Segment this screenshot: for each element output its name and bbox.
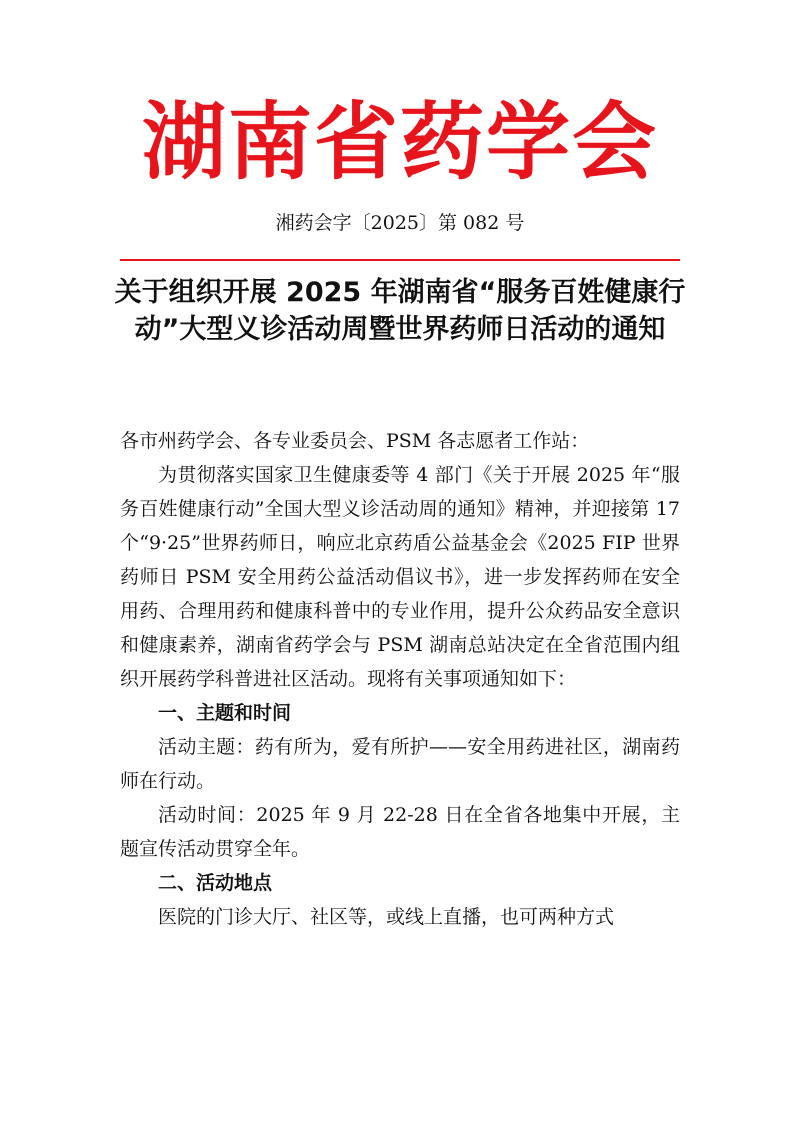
intro-paragraph: 为贯彻落实国家卫生健康委等 4 部门《关于开展 2025 年“服务百姓健康行动”全国大型义诊活动周的通知》精神，并迎接第 17 个“9·25”世界药师日，响应北京药盾公益基金会《2025 FIP 世界药师日 PSM 安全用药公益活动倡议书》，进一步发挥药师在安全用药、合理用药和健康科普中的专业作用，提升公众药品安全意识和健康素养，湖南省药学会与 PSM 湖南总站决定在全省范围内组织开展药学科普进社区活动。现将有关事项通知如下：	[120, 464, 680, 690]
salutation: 各市州药学会、各专业委员会、PSM 各志愿者工作站：	[120, 430, 590, 452]
activity-location: 医院的门诊大厅、社区等，或线上直播，也可两种方式	[158, 906, 615, 928]
section-heading-location: 二、活动地点	[158, 872, 273, 894]
activity-theme: 活动主题：药有所为，爱有所护——安全用药进社区，湖南药师在行动。	[120, 736, 680, 792]
red-divider-line	[120, 259, 680, 261]
activity-time: 活动时间：2025 年 9 月 22-28 日在全省各地集中开展，主题宣传活动贯穿全年。	[120, 804, 680, 860]
document-number: 湘药会字〔2025〕第 082 号	[275, 212, 525, 234]
notice-body	[120, 424, 680, 934]
notice-title: 关于组织开展 2025 年湖南省“服务百姓健康行动”大型义诊活动周暨世界药师日活动的通知	[114, 277, 686, 345]
section-heading-theme-time: 一、主题和时间	[158, 702, 292, 724]
org-name-header: 湖南省药学会	[141, 92, 658, 191]
